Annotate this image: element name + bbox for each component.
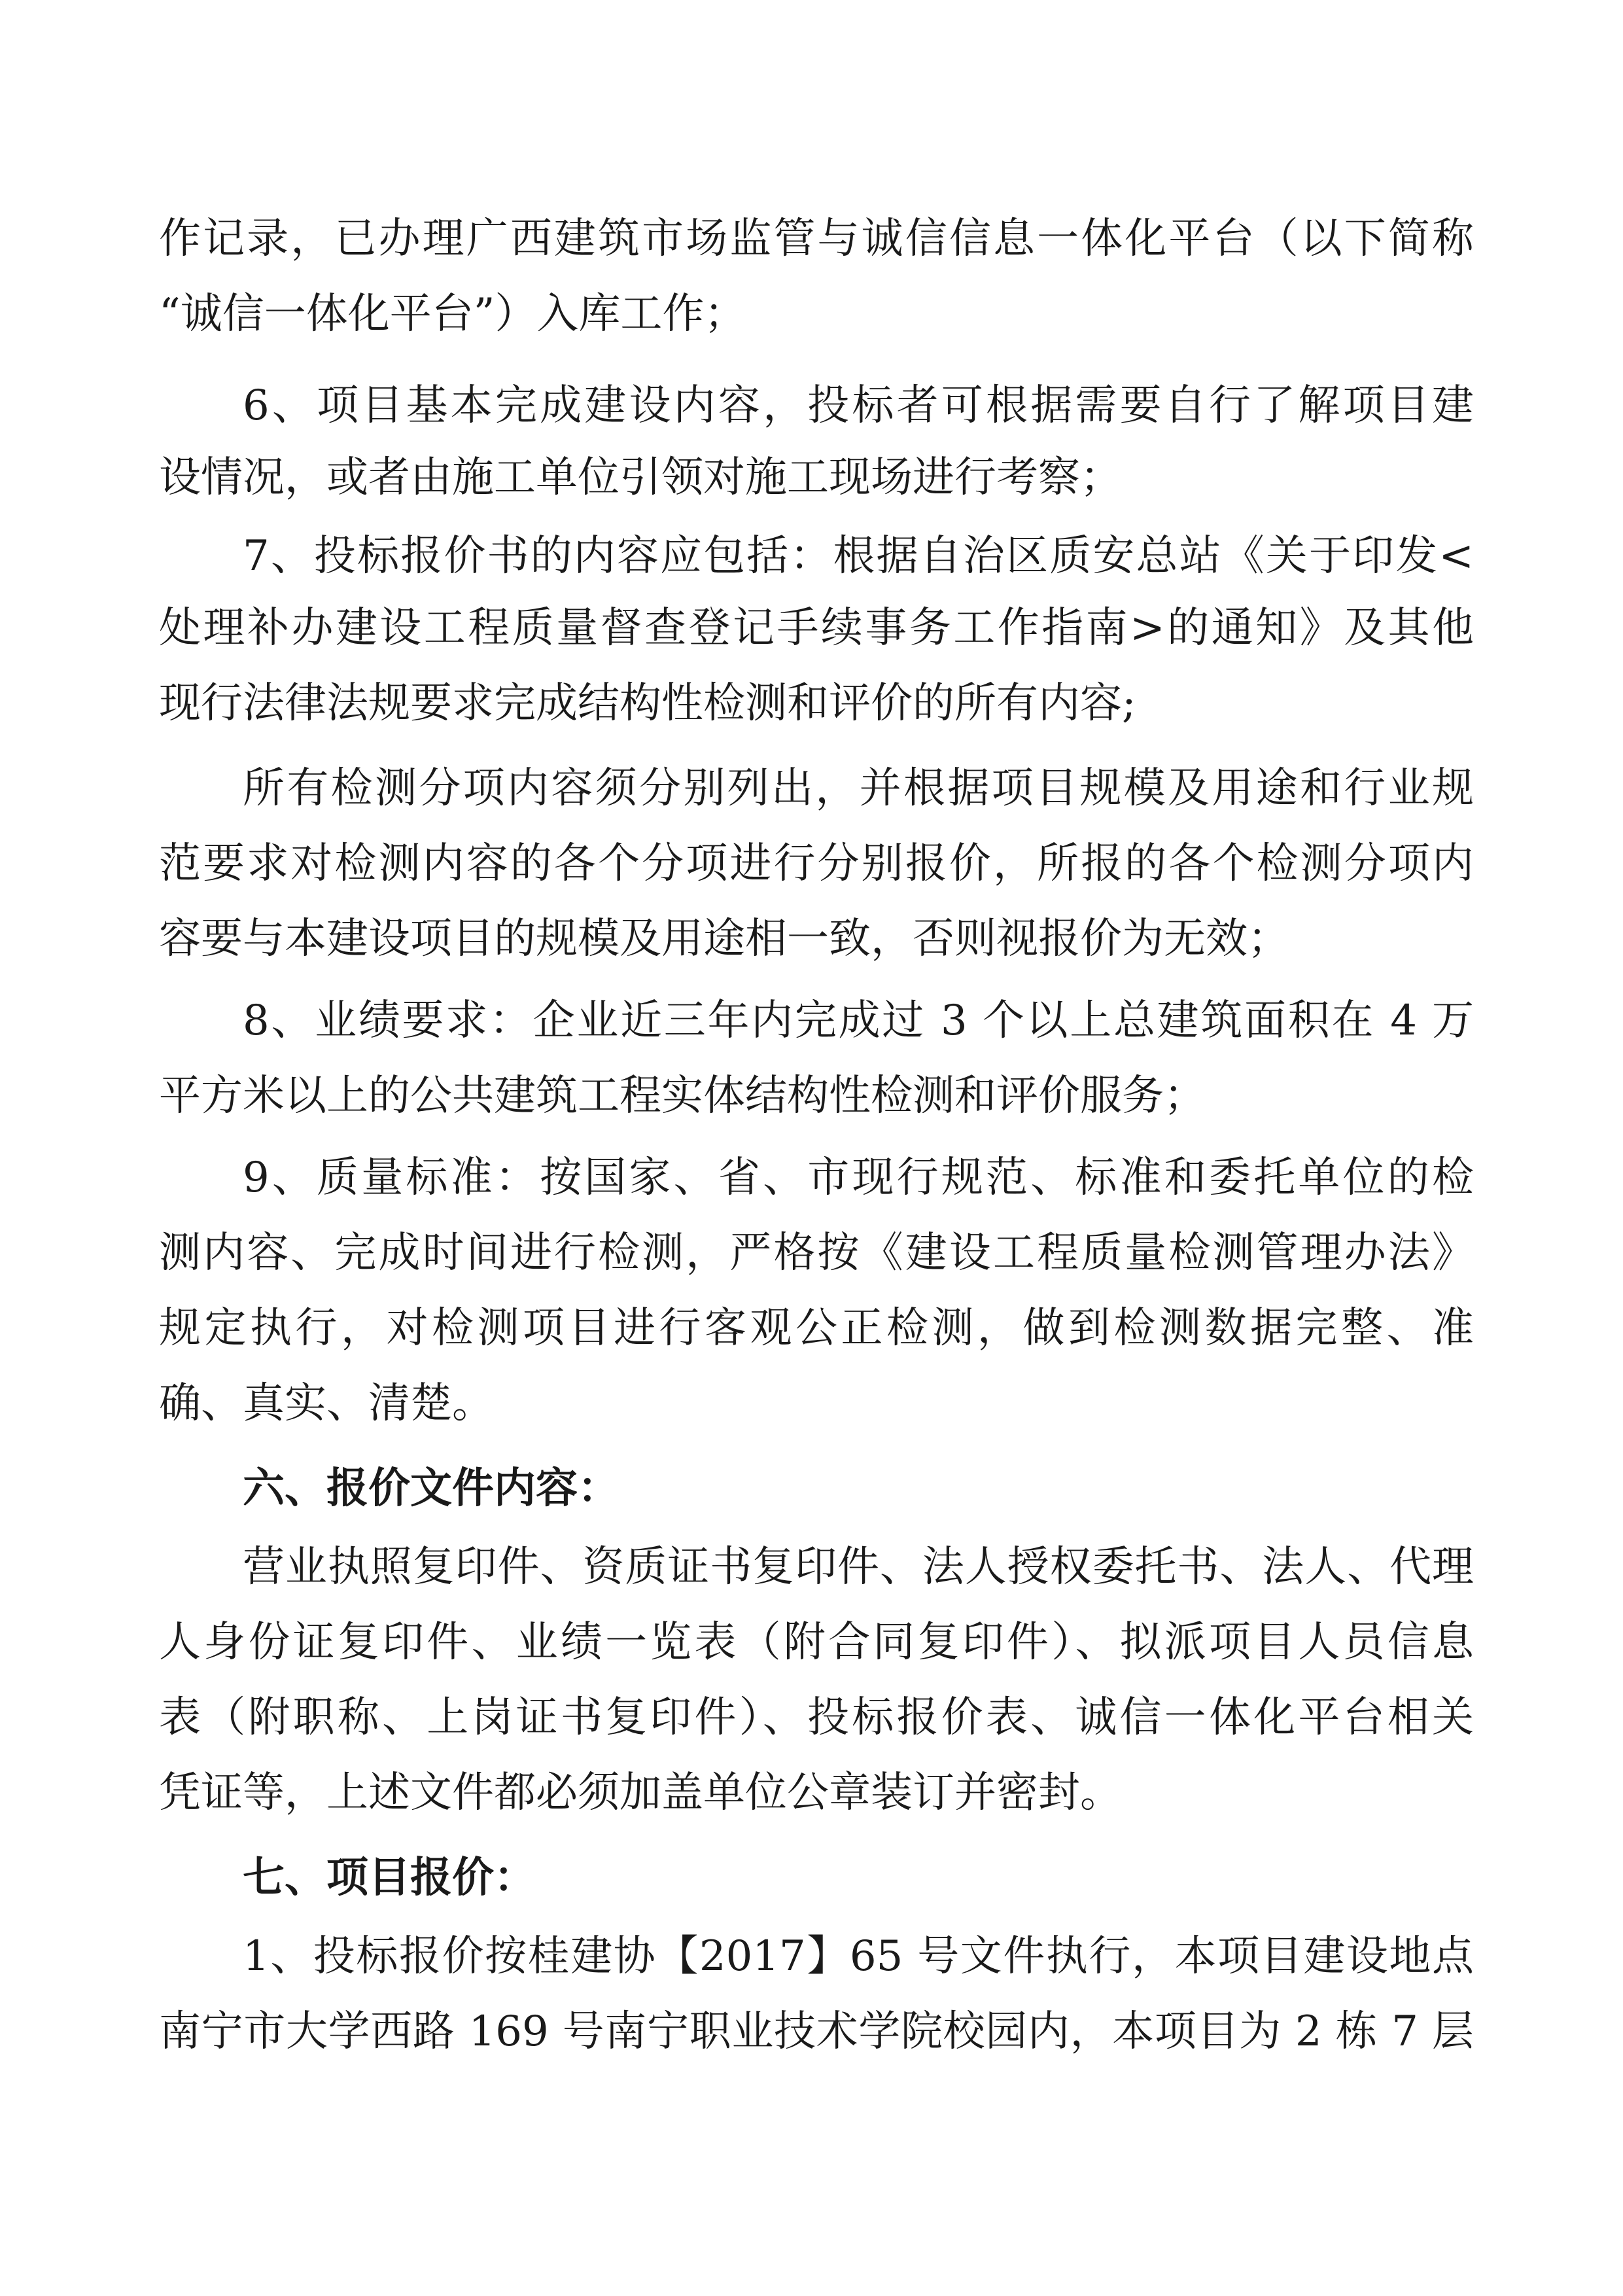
list-item-1: 1、投标报价按桂建协【2017】65 号文件执行，本项目建设地点 bbox=[243, 1932, 1474, 1981]
body-text-line: 处理补办建设工程质量督查登记手续事务工作指南>的通知》及其他 bbox=[159, 604, 1474, 652]
body-text-line: 作记录，已办理广西建筑市场监管与诚信信息一体化平台（以下简称 bbox=[159, 215, 1474, 263]
paragraph-start: 所有检测分项内容须分别列出，并根据项目规模及用途和行业规 bbox=[243, 764, 1474, 813]
body-text-line: 南宁市大学西路 169 号南宁职业技术学院校园内，本项目为 2 栋 7 层 bbox=[159, 2007, 1474, 2056]
body-text-line: 确、真实、清楚。 bbox=[159, 1379, 494, 1428]
body-text-line: 规定执行，对检测项目进行客观公正检测，做到检测数据完整、准 bbox=[159, 1304, 1474, 1352]
body-text-line: “诚信一体化平台”）入库工作； bbox=[159, 290, 746, 338]
paragraph-start: 营业执照复印件、资质证书复印件、法人授权委托书、法人、代理 bbox=[243, 1543, 1474, 1591]
body-text-line: 凭证等，上述文件都必须加盖单位公章装订并密封。 bbox=[159, 1769, 1122, 1817]
body-text-line: 容要与本建设项目的规模及用途相一致，否则视报价为无效； bbox=[159, 915, 1289, 963]
body-text-line: 范要求对检测内容的各个分项进行分别报价，所报的各个检测分项内 bbox=[159, 839, 1474, 888]
body-text-line: 表（附职称、上岗证书复印件）、投标报价表、诚信一体化平台相关 bbox=[159, 1693, 1474, 1742]
list-item-6: 6、项目基本完成建设内容，投标者可根据需要自行了解项目建 bbox=[243, 381, 1474, 430]
body-text-line: 人身份证复印件、业绩一览表（附合同复印件）、拟派项目人员信息 bbox=[159, 1618, 1474, 1667]
section-heading-7: 七、项目报价： bbox=[243, 1853, 536, 1902]
body-text-line: 平方米以上的公共建筑工程实体结构性检测和评价服务； bbox=[159, 1072, 1206, 1120]
body-text-line: 现行法律法规要求完成结构性检测和评价的所有内容; bbox=[159, 679, 1136, 728]
list-item-7: 7、投标报价书的内容应包括：根据自治区质安总站《关于印发< bbox=[243, 532, 1474, 580]
body-text-line: 设情况，或者由施工单位引领对施工现场进行考察； bbox=[159, 453, 1122, 502]
section-heading-6: 六、报价文件内容： bbox=[243, 1464, 620, 1513]
list-item-9: 9、质量标准：按国家、省、市现行规范、标准和委托单位的检 bbox=[243, 1154, 1474, 1202]
list-item-8: 8、业绩要求：企业近三年内完成过 3 个以上总建筑面积在 4 万 bbox=[243, 997, 1474, 1045]
body-text-line: 测内容、完成时间进行检测，严格按《建设工程质量检测管理办法》 bbox=[159, 1229, 1474, 1277]
